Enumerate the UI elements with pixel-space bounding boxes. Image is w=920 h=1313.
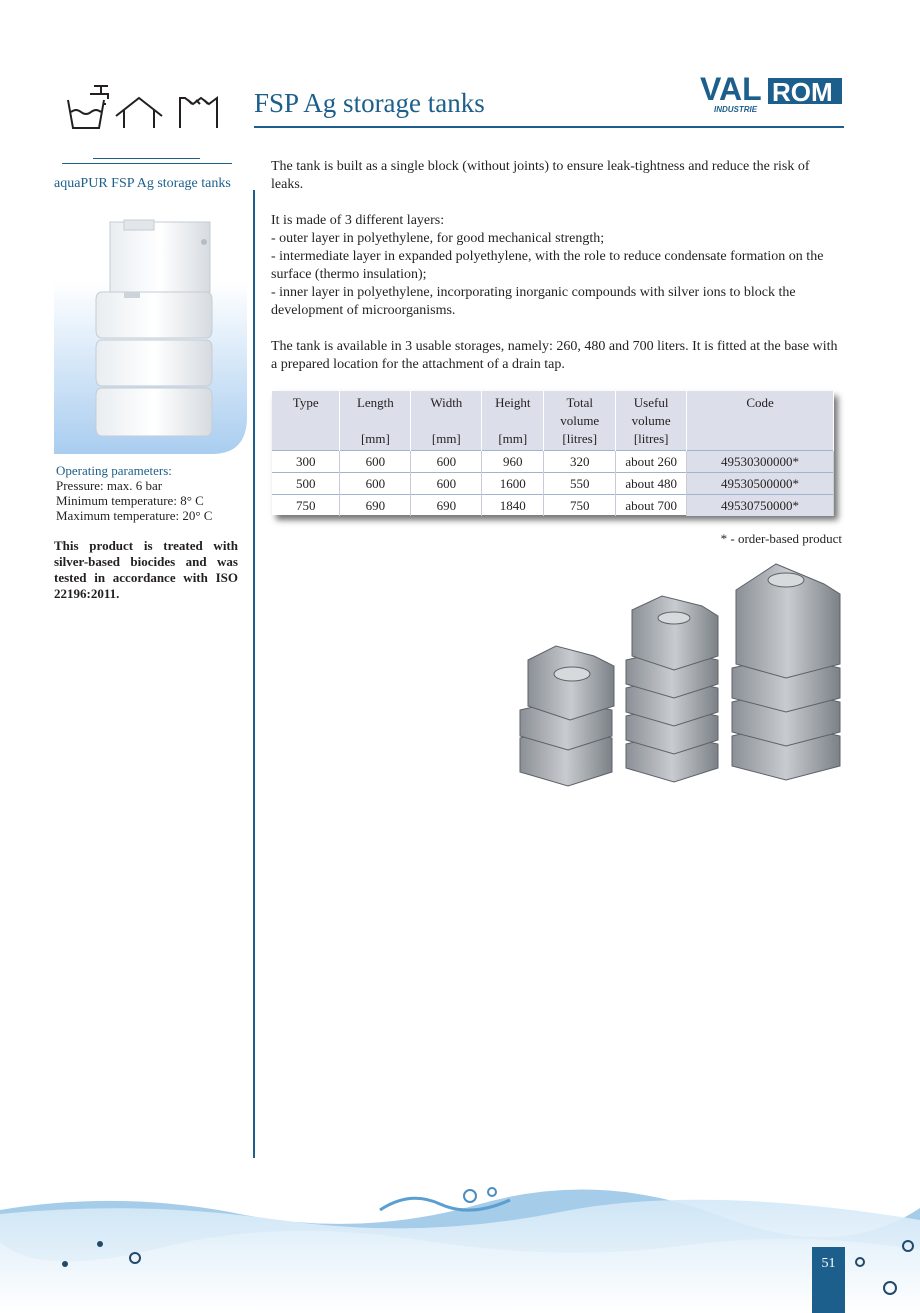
tap-basin-icon xyxy=(68,86,108,128)
layer-outer: - outer layer in polyethylene, for good mechanical strength; xyxy=(271,231,605,246)
logo-text-right: ROM xyxy=(772,77,833,107)
table-row xyxy=(272,451,834,473)
cell-code: 49530500000* xyxy=(687,473,834,495)
header-height: Height [mm] xyxy=(482,391,544,451)
logo-subtext: INDUSTRIE xyxy=(714,105,758,114)
cell-useful-volume: about 480 xyxy=(616,473,687,495)
tank-medium xyxy=(626,596,718,782)
title-divider xyxy=(254,126,844,128)
product-image-tall-tank xyxy=(54,212,247,454)
paragraph-layers-intro: It is made of 3 different layers: xyxy=(271,213,445,228)
table-row xyxy=(272,495,834,517)
header-useful-volume: Useful volume [litres] xyxy=(616,391,687,451)
param-max-temperature: Maximum temperature: 20° C xyxy=(56,508,213,523)
product-name: aquaPUR FSP Ag storage tanks xyxy=(54,176,231,191)
cell-useful-volume: about 260 xyxy=(616,451,687,473)
cell-code: 49530300000* xyxy=(687,451,834,473)
specs-table xyxy=(272,391,834,516)
param-min-temperature: Minimum temperature: 8° C xyxy=(56,493,204,508)
paragraph-construction: The tank is built as a single block (without joints) to ensure leak-tightness and reduce the risk of leaks. xyxy=(271,159,810,192)
paragraph-availability: The tank is available in 3 usable storages, namely: 260, 480 and 700 liters. It is fitted at the base with a prepared location for the attachment of a drain tap. xyxy=(271,339,838,372)
tanks-illustration xyxy=(514,560,844,792)
cell-total-volume: 320 xyxy=(544,451,616,473)
params-heading: Operating parameters: xyxy=(56,463,172,478)
cell-total-volume: 750 xyxy=(544,495,616,517)
tank-large xyxy=(732,564,840,780)
water-splash-decoration xyxy=(0,1170,920,1313)
sidebar-divider-short xyxy=(93,158,200,159)
layer-inner: - inner layer in polyethylene, incorporating inorganic compounds with silver ions to block the development of microorganisms. xyxy=(271,285,796,318)
house-roof-icon xyxy=(116,98,162,128)
page-title: FSP Ag storage tanks xyxy=(254,88,485,118)
cell-total-volume: 550 xyxy=(544,473,616,495)
footnote: * - order-based product xyxy=(720,531,842,546)
cell-width: 600 xyxy=(411,473,482,495)
header-total-volume: Total volume [litres] xyxy=(544,391,616,451)
cell-width: 690 xyxy=(411,495,482,517)
cell-type: 500 xyxy=(272,473,340,495)
header-code: Code xyxy=(687,391,834,451)
specs-table-container xyxy=(272,391,834,515)
cell-width: 600 xyxy=(411,451,482,473)
logo-text-left: VAL xyxy=(700,71,762,107)
cell-code: 49530750000* xyxy=(687,495,834,517)
header-type: Type xyxy=(272,391,340,451)
cell-height: 1600 xyxy=(482,473,544,495)
tank-small xyxy=(520,646,614,786)
cell-type: 750 xyxy=(272,495,340,517)
cell-useful-volume: about 700 xyxy=(616,495,687,517)
industrial-building-icon xyxy=(180,98,217,128)
cell-height: 960 xyxy=(482,451,544,473)
cell-length: 600 xyxy=(340,451,411,473)
valrom-logo xyxy=(700,70,842,114)
cell-length: 600 xyxy=(340,473,411,495)
cell-type: 300 xyxy=(272,451,340,473)
cell-height: 1840 xyxy=(482,495,544,517)
header-length: Length [mm] xyxy=(340,391,411,451)
application-icons xyxy=(64,82,224,130)
biocide-note: This product is treated with silver-based biocides and was tested in accordance with ISO 22196:2011. xyxy=(54,538,238,601)
layer-intermediate: - intermediate layer in expanded polyethylene, with the role to reduce condensate formation on the surface (thermo insulation); xyxy=(271,249,824,282)
column-divider xyxy=(253,190,255,1158)
header-width: Width [mm] xyxy=(411,391,482,451)
description xyxy=(271,158,843,374)
page-number: 51 xyxy=(821,1256,836,1271)
param-pressure: Pressure: max. 6 bar xyxy=(56,478,163,493)
table-header-row xyxy=(272,391,834,451)
operating-parameters xyxy=(56,463,246,523)
sidebar-divider xyxy=(62,163,232,164)
cell-length: 690 xyxy=(340,495,411,517)
table-row xyxy=(272,473,834,495)
